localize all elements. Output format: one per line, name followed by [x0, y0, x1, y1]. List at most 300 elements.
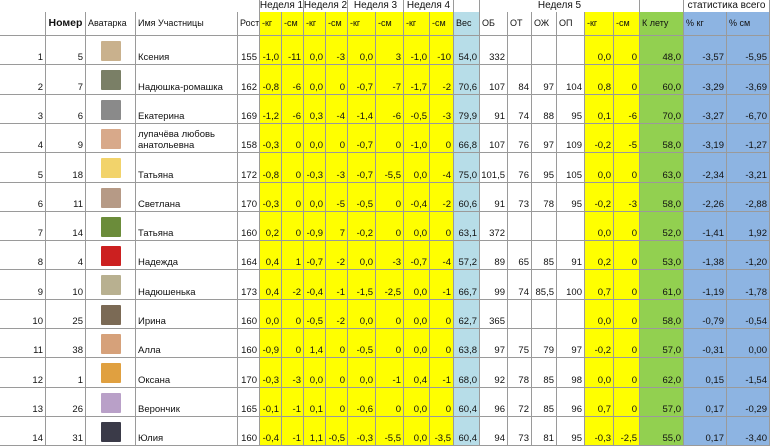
cell-w4cm[interactable]: -2 — [430, 183, 454, 212]
participant-name-cell[interactable]: Юлия — [136, 417, 238, 446]
cell-row[interactable]: 12 — [0, 358, 46, 388]
cell-w3kg[interactable]: 0,0 — [348, 300, 376, 329]
cell-weight[interactable]: 60,6 — [454, 183, 480, 212]
cell-w5cm[interactable]: 0 — [614, 388, 640, 417]
column-header-w5kg[interactable]: -кг — [585, 12, 614, 36]
column-header-avatar[interactable]: Аватарка — [86, 12, 136, 36]
cell-summer[interactable]: 63,0 — [640, 153, 684, 183]
cell-ozh[interactable]: 95 — [532, 153, 557, 183]
cell-pkg[interactable]: 0,15 — [684, 358, 727, 388]
participant-name-cell[interactable]: Оксана — [136, 358, 238, 388]
participant-name-cell[interactable]: Ирина — [136, 300, 238, 329]
cell-w1cm[interactable]: -6 — [282, 65, 304, 95]
cell-pcm[interactable]: -0,29 — [727, 388, 770, 417]
cell-w4cm[interactable]: -10 — [430, 36, 454, 65]
cell-w5cm[interactable]: 0 — [614, 358, 640, 388]
cell-weight[interactable]: 68,0 — [454, 358, 480, 388]
cell-w1cm[interactable]: -1 — [282, 388, 304, 417]
cell-pkg[interactable]: -2,26 — [684, 183, 727, 212]
cell-op[interactable] — [557, 36, 585, 65]
cell-row[interactable]: 1 — [0, 36, 46, 65]
cell-ozh[interactable] — [532, 212, 557, 241]
cell-ozh[interactable]: 85 — [532, 241, 557, 270]
cell-w5cm[interactable]: -6 — [614, 95, 640, 124]
cell-pkg[interactable]: 0,17 — [684, 417, 727, 446]
cell-ot[interactable] — [508, 36, 532, 65]
column-header-row[interactable] — [0, 12, 46, 36]
cell-weight[interactable]: 63,8 — [454, 329, 480, 358]
cell-height[interactable]: 160 — [238, 212, 260, 241]
top-empty-cell[interactable] — [454, 0, 480, 12]
cell-w5kg[interactable]: 0,0 — [585, 153, 614, 183]
cell-op[interactable]: 98 — [557, 358, 585, 388]
column-header-w4kg[interactable]: -кг — [404, 12, 430, 36]
cell-ozh[interactable]: 97 — [532, 124, 557, 153]
cell-summer[interactable]: 58,0 — [640, 183, 684, 212]
cell-row[interactable]: 3 — [0, 95, 46, 124]
week3-header[interactable]: Неделя 3 — [348, 0, 404, 12]
cell-w2kg[interactable]: 0,0 — [304, 124, 326, 153]
column-header-summer[interactable]: К лету — [640, 12, 684, 36]
column-header-name[interactable]: Имя Участницы — [136, 12, 238, 36]
cell-w3cm[interactable]: 0 — [376, 329, 404, 358]
cell-row[interactable]: 11 — [0, 329, 46, 358]
cell-ot[interactable]: 84 — [508, 65, 532, 95]
cell-w1kg[interactable]: 0,0 — [260, 300, 282, 329]
cell-w2cm[interactable]: -4 — [326, 95, 348, 124]
cell-weight[interactable]: 63,1 — [454, 212, 480, 241]
cell-w1kg[interactable]: -0,3 — [260, 358, 282, 388]
cell-pkg[interactable]: -3,29 — [684, 65, 727, 95]
cell-w3cm[interactable]: 0 — [376, 212, 404, 241]
column-header-w4cm[interactable]: -см — [430, 12, 454, 36]
cell-ob[interactable]: 92 — [480, 358, 508, 388]
cell-w3kg[interactable]: -0,7 — [348, 65, 376, 95]
cell-pkg[interactable]: -1,38 — [684, 241, 727, 270]
cell-ozh[interactable]: 81 — [532, 417, 557, 446]
cell-w1kg[interactable]: -0,3 — [260, 183, 282, 212]
cell-ob[interactable]: 97 — [480, 329, 508, 358]
cell-pcm[interactable]: -3,21 — [727, 153, 770, 183]
cell-w4cm[interactable]: 0 — [430, 124, 454, 153]
cell-ob[interactable]: 372 — [480, 212, 508, 241]
cell-summer[interactable]: 57,0 — [640, 388, 684, 417]
cell-w3cm[interactable]: 3 — [376, 36, 404, 65]
cell-w2cm[interactable]: 0 — [326, 329, 348, 358]
cell-pcm[interactable]: -0,54 — [727, 300, 770, 329]
participant-name-cell[interactable]: Ксения — [136, 36, 238, 65]
cell-row[interactable]: 4 — [0, 124, 46, 153]
cell-pkg[interactable]: -1,19 — [684, 270, 727, 300]
cell-ob[interactable]: 89 — [480, 241, 508, 270]
cell-w5kg[interactable]: 0,7 — [585, 270, 614, 300]
cell-w4kg[interactable]: 0,0 — [404, 417, 430, 446]
cell-w4kg[interactable]: -1,0 — [404, 124, 430, 153]
cell-ozh[interactable]: 88 — [532, 95, 557, 124]
cell-w3kg[interactable]: -1,4 — [348, 95, 376, 124]
cell-row[interactable]: 10 — [0, 300, 46, 329]
cell-w1cm[interactable]: 0 — [282, 300, 304, 329]
cell-op[interactable] — [557, 300, 585, 329]
cell-op[interactable]: 104 — [557, 65, 585, 95]
cell-weight[interactable]: 60,4 — [454, 417, 480, 446]
cell-w1kg[interactable]: -0,3 — [260, 124, 282, 153]
cell-op[interactable]: 95 — [557, 183, 585, 212]
cell-w2kg[interactable]: 0,0 — [304, 65, 326, 95]
cell-w3cm[interactable]: 0 — [376, 124, 404, 153]
cell-w5cm[interactable]: 0 — [614, 212, 640, 241]
cell-pcm[interactable]: -1,20 — [727, 241, 770, 270]
cell-weight[interactable]: 54,0 — [454, 36, 480, 65]
cell-w2cm[interactable]: -1 — [326, 270, 348, 300]
cell-w4kg[interactable]: 0,0 — [404, 300, 430, 329]
cell-w5cm[interactable]: 0 — [614, 153, 640, 183]
cell-ob[interactable]: 332 — [480, 36, 508, 65]
cell-ot[interactable] — [508, 212, 532, 241]
cell-w4cm[interactable]: 0 — [430, 329, 454, 358]
cell-w2cm[interactable]: 0 — [326, 388, 348, 417]
cell-op[interactable]: 95 — [557, 95, 585, 124]
cell-pcm[interactable]: -5,95 — [727, 36, 770, 65]
cell-w5kg[interactable]: 0,1 — [585, 95, 614, 124]
cell-w4kg[interactable]: -1,7 — [404, 65, 430, 95]
cell-w3kg[interactable]: -0,6 — [348, 388, 376, 417]
cell-weight[interactable]: 57,2 — [454, 241, 480, 270]
cell-summer[interactable]: 62,0 — [640, 358, 684, 388]
cell-w4kg[interactable]: -0,7 — [404, 241, 430, 270]
cell-w4kg[interactable]: -0,4 — [404, 183, 430, 212]
cell-w3cm[interactable]: 0 — [376, 388, 404, 417]
cell-weight[interactable]: 70,6 — [454, 65, 480, 95]
cell-ot[interactable]: 78 — [508, 358, 532, 388]
column-header-num[interactable]: Номер — [46, 12, 86, 36]
cell-w2cm[interactable]: -3 — [326, 36, 348, 65]
cell-ozh[interactable]: 79 — [532, 329, 557, 358]
cell-height[interactable]: 155 — [238, 36, 260, 65]
cell-w2cm[interactable]: 0 — [326, 358, 348, 388]
cell-w3kg[interactable]: -0,7 — [348, 153, 376, 183]
cell-w4cm[interactable]: -1 — [430, 358, 454, 388]
column-header-pcm[interactable]: % см — [727, 12, 770, 36]
cell-w3kg[interactable]: 0,0 — [348, 241, 376, 270]
cell-ozh[interactable]: 85,5 — [532, 270, 557, 300]
cell-ozh[interactable] — [532, 300, 557, 329]
cell-pkg[interactable]: -3,19 — [684, 124, 727, 153]
cell-w1cm[interactable]: -11 — [282, 36, 304, 65]
cell-op[interactable]: 100 — [557, 270, 585, 300]
cell-w2kg[interactable]: 1,1 — [304, 417, 326, 446]
cell-w5kg[interactable]: 0,0 — [585, 36, 614, 65]
cell-w2kg[interactable]: 1,4 — [304, 329, 326, 358]
cell-pcm[interactable]: 1,92 — [727, 212, 770, 241]
cell-w4cm[interactable]: -3 — [430, 95, 454, 124]
column-header-w2cm[interactable]: -см — [326, 12, 348, 36]
cell-w1kg[interactable]: -0,4 — [260, 417, 282, 446]
cell-w4kg[interactable]: 0,0 — [404, 212, 430, 241]
cell-ozh[interactable] — [532, 36, 557, 65]
cell-w3kg[interactable]: -0,7 — [348, 124, 376, 153]
cell-num[interactable]: 1 — [46, 358, 86, 388]
cell-height[interactable]: 173 — [238, 270, 260, 300]
column-header-ozh[interactable]: ОЖ — [532, 12, 557, 36]
cell-num[interactable]: 7 — [46, 65, 86, 95]
participant-name-cell[interactable]: Надежда — [136, 241, 238, 270]
cell-w4cm[interactable]: 0 — [430, 212, 454, 241]
column-header-w1kg[interactable]: -кг — [260, 12, 282, 36]
cell-w1cm[interactable]: 0 — [282, 124, 304, 153]
cell-pkg[interactable]: -2,34 — [684, 153, 727, 183]
cell-ot[interactable]: 73 — [508, 417, 532, 446]
cell-row[interactable]: 13 — [0, 388, 46, 417]
cell-w1kg[interactable]: -0,1 — [260, 388, 282, 417]
cell-op[interactable]: 91 — [557, 241, 585, 270]
cell-w2kg[interactable]: 0,0 — [304, 183, 326, 212]
week5-header[interactable]: Неделя 5 — [480, 0, 640, 12]
cell-w3kg[interactable]: -0,5 — [348, 329, 376, 358]
cell-w3cm[interactable]: 0 — [376, 183, 404, 212]
cell-w2cm[interactable]: -2 — [326, 300, 348, 329]
cell-summer[interactable]: 55,0 — [640, 417, 684, 446]
cell-w5kg[interactable]: -0,2 — [585, 183, 614, 212]
cell-w1cm[interactable]: 0 — [282, 212, 304, 241]
cell-height[interactable]: 162 — [238, 65, 260, 95]
cell-num[interactable]: 18 — [46, 153, 86, 183]
cell-w5cm[interactable]: -5 — [614, 124, 640, 153]
cell-w5cm[interactable]: 0 — [614, 270, 640, 300]
cell-ob[interactable]: 94 — [480, 417, 508, 446]
cell-weight[interactable]: 66,8 — [454, 124, 480, 153]
cell-w4kg[interactable]: -0,5 — [404, 95, 430, 124]
cell-w5kg[interactable]: -0,2 — [585, 329, 614, 358]
cell-num[interactable]: 9 — [46, 124, 86, 153]
cell-ob[interactable]: 91 — [480, 183, 508, 212]
cell-pkg[interactable]: -3,27 — [684, 95, 727, 124]
cell-w5cm[interactable]: -3 — [614, 183, 640, 212]
cell-row[interactable]: 2 — [0, 65, 46, 95]
cell-summer[interactable]: 61,0 — [640, 270, 684, 300]
cell-weight[interactable]: 66,7 — [454, 270, 480, 300]
cell-summer[interactable]: 58,0 — [640, 300, 684, 329]
cell-w1kg[interactable]: -0,8 — [260, 153, 282, 183]
column-header-weight[interactable]: Вес — [454, 12, 480, 36]
cell-w5kg[interactable]: -0,2 — [585, 124, 614, 153]
cell-w5kg[interactable]: 0,2 — [585, 241, 614, 270]
participant-name-cell[interactable]: Екатерина — [136, 95, 238, 124]
cell-pcm[interactable]: 0,00 — [727, 329, 770, 358]
cell-w1cm[interactable]: -1 — [282, 417, 304, 446]
cell-w5kg[interactable]: 0,7 — [585, 388, 614, 417]
cell-w4cm[interactable]: -4 — [430, 153, 454, 183]
cell-num[interactable]: 10 — [46, 270, 86, 300]
cell-ot[interactable]: 76 — [508, 153, 532, 183]
cell-num[interactable]: 6 — [46, 95, 86, 124]
cell-height[interactable]: 165 — [238, 388, 260, 417]
participant-name-cell[interactable]: лупачёва любовь анатольевна — [136, 124, 238, 153]
cell-summer[interactable]: 57,0 — [640, 329, 684, 358]
cell-w5kg[interactable]: -0,3 — [585, 417, 614, 446]
cell-height[interactable]: 160 — [238, 300, 260, 329]
cell-height[interactable]: 170 — [238, 183, 260, 212]
cell-w2kg[interactable]: -0,5 — [304, 300, 326, 329]
cell-row[interactable]: 14 — [0, 417, 46, 446]
cell-w2cm[interactable]: -0,5 — [326, 417, 348, 446]
cell-w3kg[interactable]: -0,2 — [348, 212, 376, 241]
cell-w3cm[interactable]: -5,5 — [376, 417, 404, 446]
cell-w2kg[interactable]: -0,7 — [304, 241, 326, 270]
cell-w3cm[interactable]: -6 — [376, 95, 404, 124]
cell-w1kg[interactable]: 0,4 — [260, 241, 282, 270]
cell-w5cm[interactable]: -2,5 — [614, 417, 640, 446]
cell-summer[interactable]: 60,0 — [640, 65, 684, 95]
column-header-w2kg[interactable]: -кг — [304, 12, 326, 36]
cell-w2kg[interactable]: -0,9 — [304, 212, 326, 241]
cell-pcm[interactable]: -3,69 — [727, 65, 770, 95]
cell-op[interactable]: 97 — [557, 329, 585, 358]
cell-w2cm[interactable]: -2 — [326, 241, 348, 270]
cell-summer[interactable]: 48,0 — [640, 36, 684, 65]
cell-w5kg[interactable]: 0,0 — [585, 212, 614, 241]
cell-w5kg[interactable]: 0,0 — [585, 358, 614, 388]
cell-w4kg[interactable]: 0,0 — [404, 329, 430, 358]
cell-height[interactable]: 158 — [238, 124, 260, 153]
cell-w5cm[interactable]: 0 — [614, 65, 640, 95]
cell-weight[interactable]: 62,7 — [454, 300, 480, 329]
cell-height[interactable]: 164 — [238, 241, 260, 270]
cell-ozh[interactable]: 78 — [532, 183, 557, 212]
cell-row[interactable]: 9 — [0, 270, 46, 300]
participant-name-cell[interactable]: Татьяна — [136, 212, 238, 241]
cell-ob[interactable]: 99 — [480, 270, 508, 300]
cell-w3cm[interactable]: -7 — [376, 65, 404, 95]
cell-pcm[interactable]: -1,78 — [727, 270, 770, 300]
cell-w5cm[interactable]: 0 — [614, 241, 640, 270]
cell-w5cm[interactable]: 0 — [614, 36, 640, 65]
cell-w2cm[interactable]: 0 — [326, 65, 348, 95]
column-header-w3kg[interactable]: -кг — [348, 12, 376, 36]
cell-num[interactable]: 14 — [46, 212, 86, 241]
cell-pkg[interactable]: -0,79 — [684, 300, 727, 329]
cell-summer[interactable]: 52,0 — [640, 212, 684, 241]
cell-op[interactable]: 105 — [557, 153, 585, 183]
cell-w4kg[interactable]: 0,4 — [404, 358, 430, 388]
cell-w1cm[interactable]: -3 — [282, 358, 304, 388]
cell-w5cm[interactable]: 0 — [614, 300, 640, 329]
participant-name-cell[interactable]: Светлана — [136, 183, 238, 212]
cell-w4cm[interactable]: -3,5 — [430, 417, 454, 446]
cell-weight[interactable]: 79,9 — [454, 95, 480, 124]
cell-w1cm[interactable]: 0 — [282, 183, 304, 212]
cell-summer[interactable]: 53,0 — [640, 241, 684, 270]
cell-ozh[interactable]: 85 — [532, 388, 557, 417]
cell-op[interactable] — [557, 212, 585, 241]
cell-pcm[interactable]: -2,88 — [727, 183, 770, 212]
cell-num[interactable]: 26 — [46, 388, 86, 417]
cell-row[interactable]: 7 — [0, 212, 46, 241]
participant-name-cell[interactable]: Алла — [136, 329, 238, 358]
column-header-w3cm[interactable]: -см — [376, 12, 404, 36]
cell-ot[interactable]: 72 — [508, 388, 532, 417]
cell-w2cm[interactable]: 7 — [326, 212, 348, 241]
cell-w2kg[interactable]: 0,0 — [304, 358, 326, 388]
cell-w4cm[interactable]: -2 — [430, 65, 454, 95]
cell-w2cm[interactable]: -3 — [326, 153, 348, 183]
cell-w1cm[interactable]: -6 — [282, 95, 304, 124]
cell-w1cm[interactable]: 0 — [282, 329, 304, 358]
cell-ozh[interactable]: 97 — [532, 65, 557, 95]
cell-num[interactable]: 25 — [46, 300, 86, 329]
column-header-w5cm[interactable]: -см — [614, 12, 640, 36]
participant-name-cell[interactable]: Татьяна — [136, 153, 238, 183]
cell-ob[interactable]: 107 — [480, 65, 508, 95]
cell-pkg[interactable]: -0,31 — [684, 329, 727, 358]
cell-pkg[interactable]: -1,41 — [684, 212, 727, 241]
cell-w3kg[interactable]: -0,3 — [348, 417, 376, 446]
cell-num[interactable]: 4 — [46, 241, 86, 270]
cell-w1cm[interactable]: 0 — [282, 153, 304, 183]
cell-ob[interactable]: 107 — [480, 124, 508, 153]
cell-w1kg[interactable]: 0,4 — [260, 270, 282, 300]
top-empty-cell[interactable] — [0, 0, 260, 12]
cell-w3kg[interactable]: 0,0 — [348, 36, 376, 65]
week2-header[interactable]: Неделя 2 — [304, 0, 348, 11]
cell-w3cm[interactable]: 0 — [376, 300, 404, 329]
cell-w2cm[interactable]: -5 — [326, 183, 348, 212]
cell-w4cm[interactable]: -4 — [430, 241, 454, 270]
cell-num[interactable]: 5 — [46, 36, 86, 65]
column-header-pkg[interactable]: % кг — [684, 12, 727, 36]
cell-w4cm[interactable]: -1 — [430, 270, 454, 300]
cell-row[interactable]: 6 — [0, 183, 46, 212]
cell-w3cm[interactable]: -5,5 — [376, 153, 404, 183]
top-empty-cell[interactable] — [640, 0, 684, 12]
cell-w4kg[interactable]: 0,0 — [404, 270, 430, 300]
cell-pcm[interactable]: -1,27 — [727, 124, 770, 153]
cell-w3kg[interactable]: -1,5 — [348, 270, 376, 300]
cell-w1kg[interactable]: -1,0 — [260, 36, 282, 65]
cell-ob[interactable]: 101,5 — [480, 153, 508, 183]
cell-w2kg[interactable]: -0,3 — [304, 153, 326, 183]
cell-w1kg[interactable]: -0,9 — [260, 329, 282, 358]
cell-w4kg[interactable]: 0,0 — [404, 388, 430, 417]
cell-w2kg[interactable]: 0,3 — [304, 95, 326, 124]
cell-num[interactable]: 31 — [46, 417, 86, 446]
cell-w5kg[interactable]: 0,8 — [585, 65, 614, 95]
cell-ot[interactable] — [508, 300, 532, 329]
cell-weight[interactable]: 75,0 — [454, 153, 480, 183]
cell-w3cm[interactable]: -3 — [376, 241, 404, 270]
week1-header[interactable]: Неделя 1 — [260, 0, 304, 11]
cell-w2kg[interactable]: 0,0 — [304, 36, 326, 65]
cell-height[interactable]: 170 — [238, 358, 260, 388]
cell-pcm[interactable]: -1,54 — [727, 358, 770, 388]
cell-pkg[interactable]: 0,17 — [684, 388, 727, 417]
cell-height[interactable]: 172 — [238, 153, 260, 183]
cell-op[interactable]: 109 — [557, 124, 585, 153]
cell-w5kg[interactable]: 0,0 — [585, 300, 614, 329]
cell-w2kg[interactable]: 0,1 — [304, 388, 326, 417]
cell-ob[interactable]: 365 — [480, 300, 508, 329]
cell-row[interactable]: 8 — [0, 241, 46, 270]
cell-w3cm[interactable]: -2,5 — [376, 270, 404, 300]
cell-pcm[interactable]: -6,70 — [727, 95, 770, 124]
cell-w3cm[interactable]: -1 — [376, 358, 404, 388]
cell-row[interactable]: 5 — [0, 153, 46, 183]
cell-ot[interactable]: 65 — [508, 241, 532, 270]
column-header-ot[interactable]: ОТ — [508, 12, 532, 36]
week4-header[interactable]: Неделя 4 — [404, 0, 454, 12]
cell-w1kg[interactable]: -0,8 — [260, 65, 282, 95]
cell-summer[interactable]: 70,0 — [640, 95, 684, 124]
